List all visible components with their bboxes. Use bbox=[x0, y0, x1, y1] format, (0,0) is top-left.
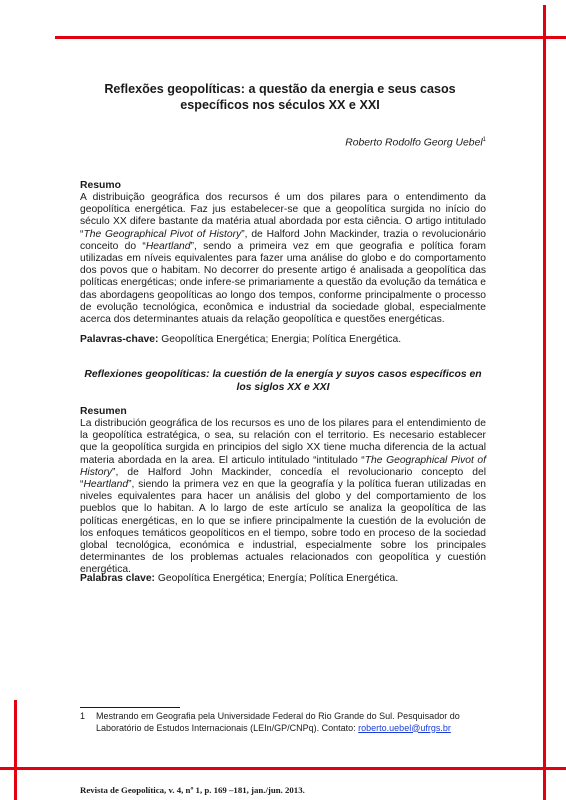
keywords-pt-label: Palavras-chave: bbox=[80, 334, 159, 345]
author-name: Roberto Rodolfo Georg Uebel bbox=[345, 137, 483, 149]
keywords-es bbox=[80, 573, 500, 585]
top-red-rule bbox=[55, 36, 566, 39]
keywords-pt bbox=[80, 334, 500, 346]
left-red-rule bbox=[14, 700, 17, 800]
footnote-email-link[interactable]: roberto.uebel@ufrgs.br bbox=[358, 722, 451, 733]
footnote-separator bbox=[80, 707, 180, 708]
title-line-2: específicos nos séculos XX e XXI bbox=[180, 98, 380, 112]
abstract-pt-part1: A distribuição geográfica dos recursos é um dos pilares para o entendimento da geopolítica energética. Faz jus estabelecer-se que a geopolítica surgida no início do século XX difere bastante da matéria atual abordada por esta ciência. O artigo intitulado “ bbox=[80, 192, 486, 240]
spanish-title-line-2: los siglos XX e XXI bbox=[236, 381, 330, 393]
article-title bbox=[80, 81, 480, 113]
abstract-heading-pt: Resumo bbox=[80, 180, 121, 191]
abstract-pt-work-title: The Geographical Pivot of History bbox=[83, 228, 242, 240]
abstract-heading-es: Resumen bbox=[80, 406, 127, 417]
author-line bbox=[345, 137, 486, 148]
abstract-body-pt bbox=[80, 192, 486, 326]
keywords-es-label: Palabras clave: bbox=[80, 573, 155, 584]
bottom-red-rule bbox=[0, 767, 566, 770]
spanish-title bbox=[80, 369, 486, 394]
footnote bbox=[80, 711, 490, 734]
abstract-pt-part2: ”, de Halford John Mackinder, trazia o revolucionário conceito do “ bbox=[80, 228, 487, 252]
abstract-body-es bbox=[80, 418, 486, 577]
abstract-es-concept: Heartland bbox=[83, 479, 129, 491]
abstract-es-work-title: The Geographical Pivot of History bbox=[80, 454, 486, 478]
footnote-number: 1 bbox=[80, 711, 86, 721]
author-footnote-marker: 1 bbox=[482, 137, 486, 143]
abstract-es-part3: ”, siendo la primera vez en que la geografía y la política fueran utilizadas en niveles equivalentes para hacer un análisis del globo y del comportamiento de los pueblos que lo habitan. A lo largo de este artículo se analiza la geopolítica de las políticas energéticas, en lo que se infiere principalmente la cuestión de la evolución de los enfoques temáticos geopolíticos en el tiempo, sobre todo en proceso de la sociedad global tecnológica, económica e industrial, especialmente sobre los principales determinantes de los problemas actuales relacionados con geopolítica y cuestión energética. bbox=[80, 479, 486, 576]
spanish-title-line-1: Reflexiones geopolíticas: la cuestión de la energía y suyos casos específicos en bbox=[84, 369, 482, 380]
abstract-es-part1: La distribución geográfica de los recursos es uno de los pilares para el entendimiento de la geopolítica estratégica, o sea, su relación con el territorio. Es necesario establecer que la geopolítica surgida en principios del siglo XX tiene mucha diferencia de la actual materia abordada en la area. El articulo intitulado “intitulado “ bbox=[80, 418, 486, 466]
keywords-es-list: Geopolítica Energética; Energía; Política Energética. bbox=[155, 573, 399, 584]
footnote-text: Mestrando em Geografia pela Universidade Federal do Rio Grande do Sul. Pesquisador do Laboratório de Estudos Internacionais (LEIn/GP/CNPq). Contato: bbox=[96, 711, 460, 733]
abstract-pt-part3: ”, sendo a primeira vez em que geografia e política foram utilizadas em níveis equivalentes para fazer uma análise do globo e do comportamento dos povos que o habitam. No decorrer do presente artigo é analisada a geopolítica das políticas energéticas; onde infere-se primariamente a questão da evolução da temática e das abordagens geopolíticas ao longo dos tempos, conforme principalmente o processo de evolução tecnológica, econômica e industrial da sociedade global, especialmente acerca dos determinantes atuais da relação geopolítica e questões energéticas. bbox=[80, 240, 486, 326]
right-red-rule bbox=[543, 5, 546, 800]
keywords-pt-list: Geopolítica Energética; Energia; Política Energética. bbox=[158, 334, 402, 345]
abstract-pt-concept: Heartland bbox=[145, 240, 191, 252]
footnote-body bbox=[96, 711, 490, 734]
journal-citation: Revista de Geopolítica, v. 4, nº 1, p. 169 –181, jan./jun. 2013. bbox=[80, 785, 305, 795]
title-line-1: Reflexões geopolíticas: a questão da energia e seus casos bbox=[104, 82, 456, 96]
abstract-es-part2: ”, de Halford John Mackinder, concedía el revolucionario concepto del “ bbox=[80, 466, 486, 491]
